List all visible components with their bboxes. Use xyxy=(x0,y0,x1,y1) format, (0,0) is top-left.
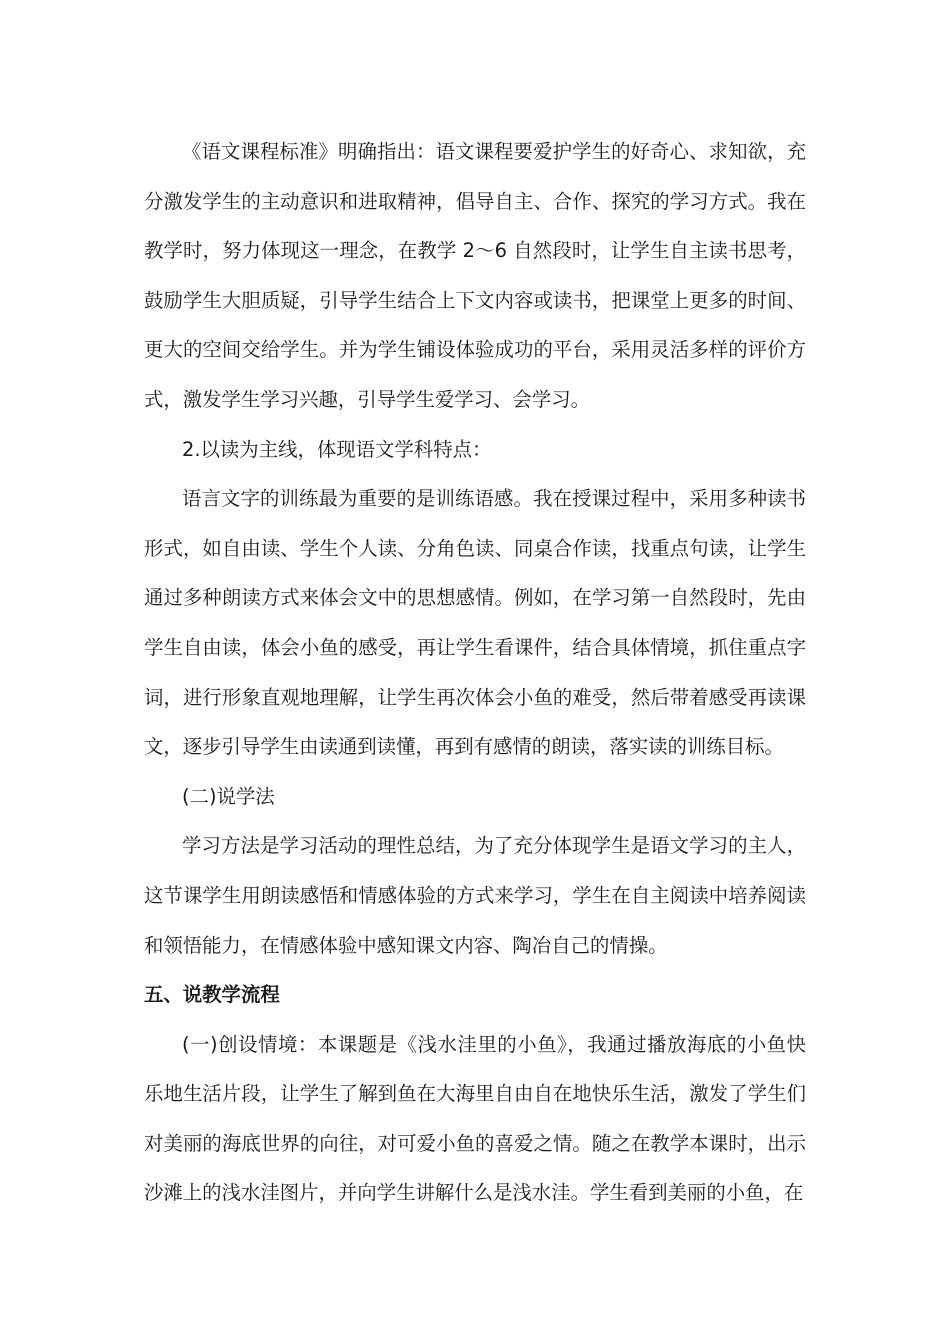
paragraph-create-scenario: (一)创设情境：本课题是《浅水洼里的小鱼》，我通过播放海底的小鱼快乐地生活片段，让学生了解到鱼在大海里自由自在地快乐生活，激发了学生们对美丽的海底世界的向往，对可爱小鱼的喜爱之情。随之在教学本课时，出示沙滩上的浅水洼图片，并向学生讲解什么是浅水洼。学生看到美丽的小鱼，在 xyxy=(144,1032,806,1205)
paragraph-learning-method-heading: (二)说学法 xyxy=(182,784,275,808)
paragraph-learning-method: 学习方法是学习活动的理性总结，为了充分体现学生是语文学习的主人，这节课学生用朗读感悟和情感体验的方式来学习，学生在自主阅读中培养阅读和领悟能力，在情感体验中感知课文内容、陶冶自己的情操。 xyxy=(144,834,806,957)
document-body xyxy=(144,127,806,1218)
paragraph-reading-mainline-heading: 2.以读为主线，体现语文学科特点： xyxy=(182,437,492,461)
paragraph-language-training: 语言文字的训练最为重要的是训练语感。我在授课过程中，采用多种读书形式，如自由读、学生个人读、分角色读、同桌合作读，找重点句读，让学生通过多种朗读方式来体会文中的思想感情。例如，在学习第一自然段时，先由学生自由读，体会小鱼的感受，再让学生看课件，结合具体情境，抓住重点字词，进行形象直观地理解，让学生再次体会小鱼的难受，然后带着感受再读课文，逐步引导学生由读通到读懂，再到有感情的朗读，落实读的训练目标。 xyxy=(144,487,806,759)
section-heading-teaching-process: 五、说教学流程 xyxy=(144,983,280,1007)
paragraph-curriculum-standard: 《语文课程标准》明确指出：语文课程要爱护学生的好奇心、求知欲，充分激发学生的主动意识和进取精神，倡导自主、合作、探究的学习方式。我在教学时，努力体现这一理念，在教学 2～6 自然段时，让学生自主读书思考，鼓励学生大胆质疑，引导学生结合上下文内容或读书，把课堂上更多的时间、更大的空间交给学生。并为学生铺设体验成功的平台，采用灵活多样的评价方式，激发学生学习兴趣，引导学生爱学习、会学习。 xyxy=(144,140,806,411)
